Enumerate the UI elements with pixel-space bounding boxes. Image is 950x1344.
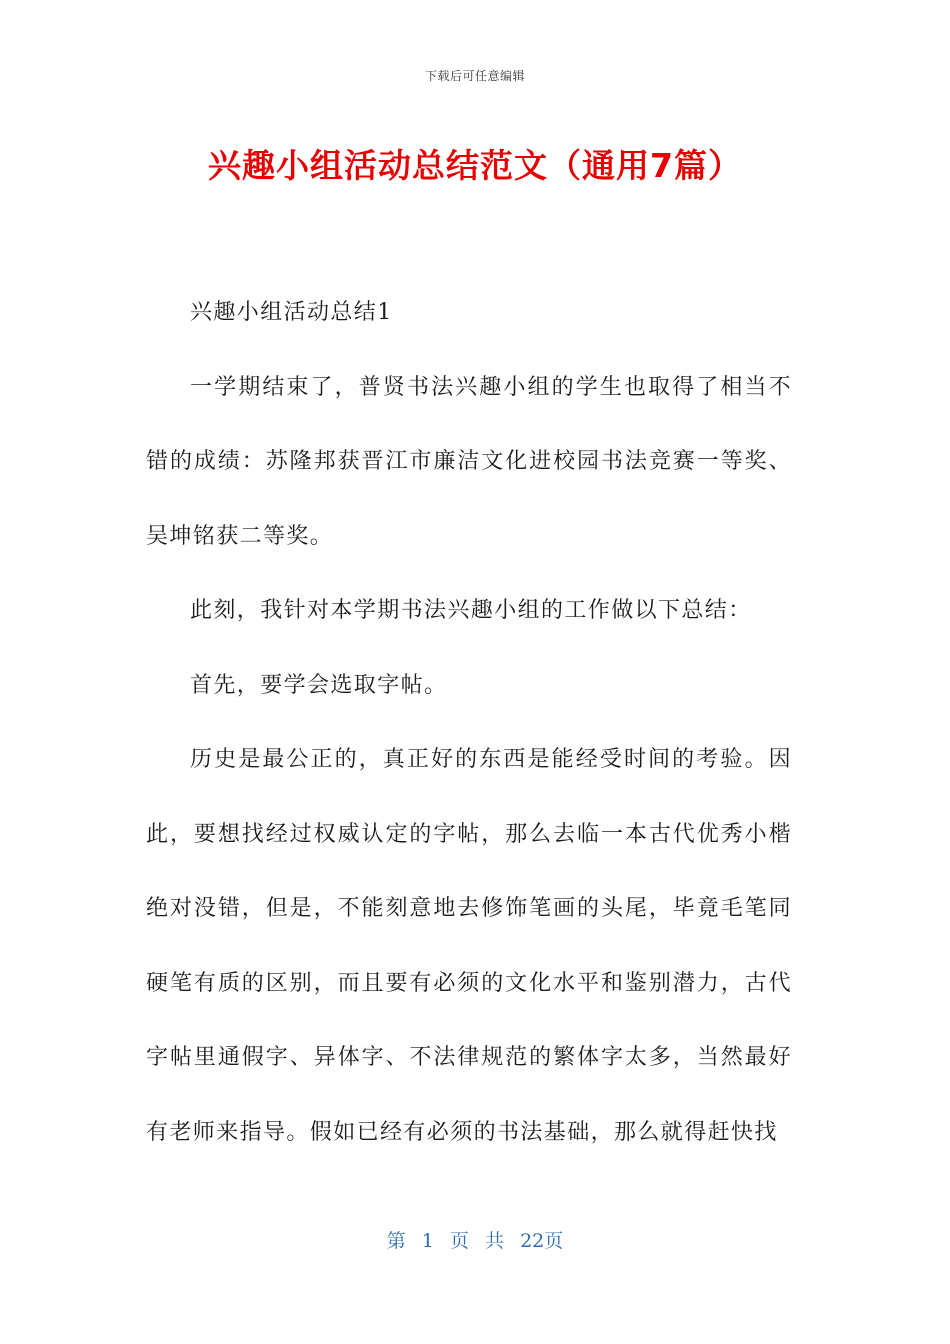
footer-label-of: 页 <box>449 1230 469 1252</box>
paragraph-1: 一学期结束了，普贤书法兴趣小组的学生也取得了相当不错的成绩：苏隆邦获晋江市廉洁文化进校园书法竞赛一等奖、吴坤铭获二等奖。 <box>146 374 792 549</box>
footer-total-pages: 22页 <box>520 1230 564 1252</box>
paragraph-2: 此刻，我针对本学期书法兴趣小组的工作做以下总结： <box>190 598 752 623</box>
page-footer <box>0 1226 950 1253</box>
footer-label-page: 第 <box>386 1230 406 1252</box>
paragraph-3: 首先，要学会选取字帖。 <box>190 672 448 698</box>
footer-label-total: 共 <box>485 1230 505 1252</box>
paragraph-section-heading: 兴趣小组活动总结1 <box>190 300 393 325</box>
header-note: 下载后可任意编辑 <box>424 69 525 83</box>
document-title: 兴趣小组活动总结范文（通用7篇） <box>208 146 742 185</box>
footer-current-page: 1 <box>421 1230 434 1252</box>
document-body <box>146 276 792 1170</box>
paragraph-4: 历史是最公正的，真正好的东西是能经受时间的考验。因此，要想找经过权威认定的字帖，那么去临一本古代优秀小楷绝对没错，但是，不能刻意地去修饰笔画的头尾，毕竟毛笔同硬笔有质的区别，而且要有必须的文化水平和鉴别潜力，古代字帖里通假字、异体字、不法律规范的繁体字太多，当然最好有老师来指导。假如已经有必须的书法基础，那么就得赶快找 <box>146 747 792 1145</box>
